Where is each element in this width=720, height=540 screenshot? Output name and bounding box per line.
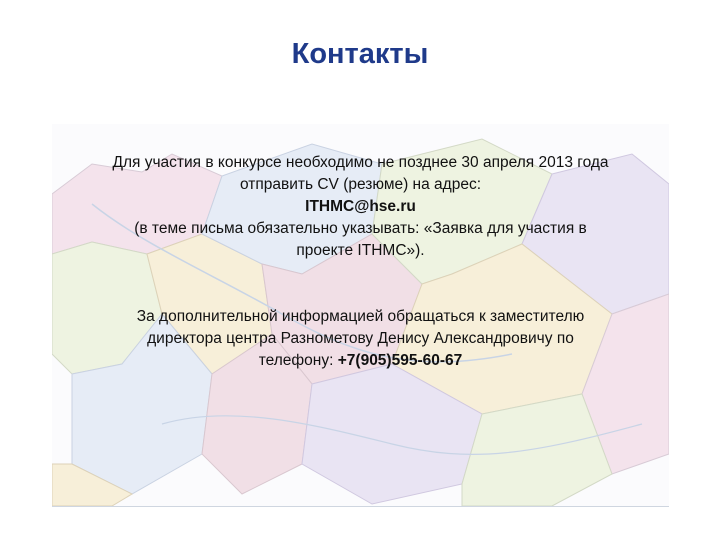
paragraph-line: директора центра Разнометову Денису Александровичу по [147, 330, 574, 347]
paragraph-line: За дополнительной информацией обращаться к заместителю [136, 308, 585, 325]
email-address: ITHMC@hse.ru [305, 198, 416, 215]
phone-number: +7(905)595-60-67 [337, 352, 463, 369]
paragraph-line: отправить CV (резюме) на адрес: [239, 176, 482, 193]
paragraph-line: (в теме письма обязательно указывать: «Заявка для участия в [134, 220, 587, 237]
phone-label: телефону: [258, 352, 338, 369]
paragraph-line: проекте ITHMC»). [296, 242, 425, 259]
phone-line [52, 350, 669, 372]
contacts-text-block [52, 152, 669, 372]
slide-title: Контакты [291, 38, 429, 70]
paragraph-line: Для участия в конкурсе необходимо не позднее 30 апреля 2013 года [112, 154, 609, 171]
